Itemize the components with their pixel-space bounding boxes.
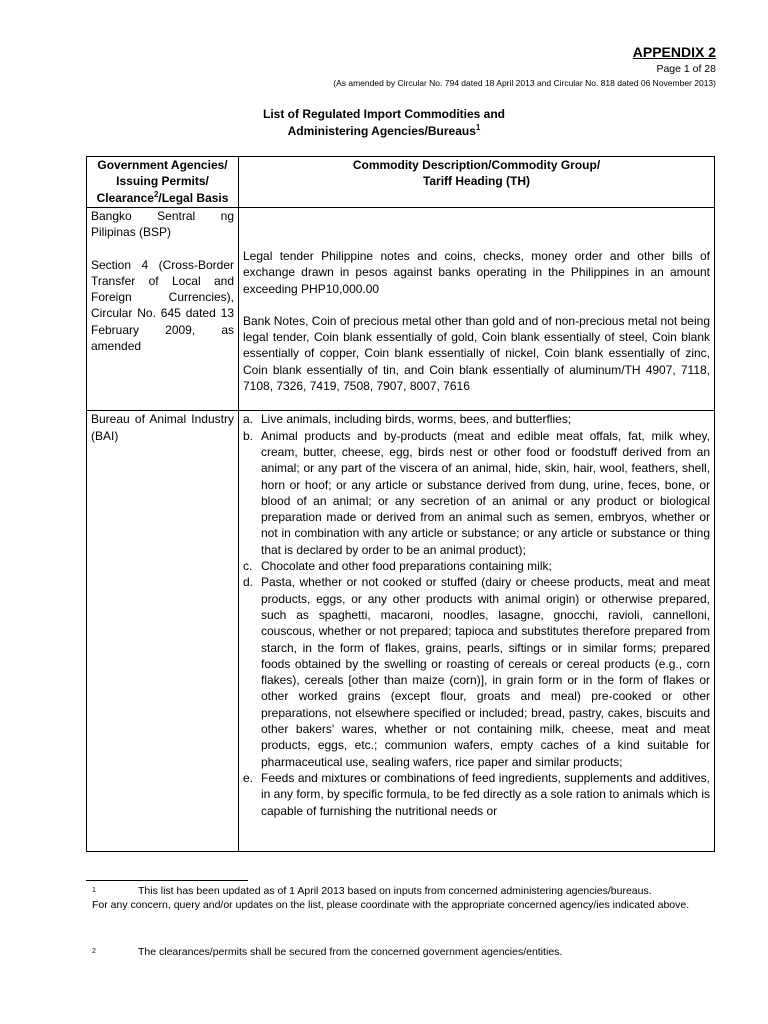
- title-line-2: [0, 123, 768, 140]
- title-line-1: List of Regulated Import Commodities and: [262, 107, 505, 121]
- list-item-letter: c.: [243, 559, 253, 574]
- list-item-text: Chocolate and other food preparations containing milk;: [261, 559, 552, 574]
- commodity-cell: [239, 208, 715, 411]
- footnote-1: [92, 884, 714, 912]
- list-item-text: Feeds and mixtures or combinations of feed ingredients, supplements and additives, in any form, by specific formula, to be fed directly as a sole ration to animals which is capable of furnishing the nutritional needs or: [261, 770, 710, 818]
- agency-cell: [87, 208, 239, 411]
- commodity-cell: [239, 411, 715, 852]
- agency-name: Bureau of Animal Industry (BAI): [91, 412, 234, 443]
- col2-header-line-2: Tariff Heading (TH): [422, 174, 531, 189]
- col1-header-footnote-ref: 2: [153, 189, 159, 199]
- table-row: [87, 411, 715, 852]
- list-item-text: Pasta, whether or not cooked or stuffed (dairy or cheese products, meat and meat products, eggs, or any other products with animal origin) or otherwise prepared, such as spaghetti, macaroni, noodles, lasagne, gnocchi, ravioli, cannelloni, couscous, whether or not prepared; tapioca and substitutes therefore prepared from starch, in the form of flakes, grains, pearls, siftings or in similar forms; prepared foods obtained by the swelling or roasting of cereals or cereal products (e.g., corn flakes), cereals [other than maize (corn)], in grain form or in the form of flakes or other worked grains (except flour, groats and meal) pre-cooked or other preparations, not elsewhere specified or included; bread, pastry, cakes, biscuits and other bakers' wares, whether or not containing milk, cheese, meat and meat products, eggs, etc.; communion wafers, empty caches of a kind suitable for pharmaceutical use, sealing wafers, rice paper and similar products;: [261, 575, 710, 769]
- amendment-note: (As amended by Circular No. 794 dated 18 April 2013 and Circular No. 818 dated 06 November 2013): [333, 78, 716, 88]
- title-line-2-text: Administering Agencies/Bureaus: [287, 124, 476, 138]
- commodity-paragraph: Bank Notes, Coin of precious metal other than gold and of non-precious metal not being legal tender, Coin blank essentially of gold, Coin blank essentially of steel, Coin blank essentially of copper, Coin blank essentially of nickel, Coin blank essentially of zinc, Coin blank essentially of tin, and Coin blank essentially of aluminum/TH 4907, 7118, 7108, 7326, 7419, 7508, 7907, 8007, 7616: [243, 313, 710, 394]
- list-item-letter: e.: [243, 770, 254, 785]
- footnote-text: This list has been updated as of 1 April 2013 based on inputs from concerned administering agencies/bureaus.: [138, 885, 652, 897]
- list-item: [243, 574, 710, 770]
- footnote-number: 1: [92, 887, 96, 894]
- appendix-label: APPENDIX 2: [632, 44, 716, 60]
- page-number: Page 1 of 28: [656, 63, 716, 75]
- footnote-2: [92, 945, 714, 959]
- agency-name: Bangko Sentral ng Pilipinas (BSP): [91, 209, 234, 240]
- col-header-commodity: [239, 157, 715, 208]
- footnote-number: 2: [92, 948, 96, 955]
- list-item-text: Live animals, including birds, worms, bees, and butterflies;: [261, 412, 572, 427]
- table-header-row: [87, 157, 715, 208]
- list-item: [243, 428, 710, 558]
- col2-header-line-1: Commodity Description/Commodity Group/: [352, 158, 601, 172]
- footnote-separator: [86, 880, 248, 881]
- list-item-letter: d.: [243, 575, 254, 590]
- agency-cell: [87, 411, 239, 852]
- list-item-text: Animal products and by-products (meat and edible meat offals, fat, milk whey, cream, butter, cheese, egg, birds nest or other food or foodstuff derived from an animal; or any part of the viscera of an animal, hide, skin, hair, wool, feathers, shell, horn or hoof; or any article or substance derived from dung, urine, feces, bone, or blood of an animal; or any secretion of an animal or any product or biological preparation made or derived from an animal such as semen, embryos, whether or not in combination with any article or substance; or any article or substance or thing that is declared by order to be an animal product);: [261, 428, 710, 557]
- col1-header-text-2: /Legal Basis: [158, 190, 229, 205]
- list-item-letter: b.: [243, 428, 254, 443]
- list-item: [243, 411, 710, 427]
- footnote-text: The clearances/permits shall be secured from the concerned government agencies/entities.: [138, 946, 563, 958]
- list-item: [243, 770, 710, 819]
- footnote-text: For any concern, query and/or updates on the list, please coordinate with the appropriate concerned agency/ies indicated above.: [92, 899, 690, 911]
- col-header-agencies: [87, 157, 239, 208]
- legal-basis: Section 4 (Cross-Border Transfer of Local and Foreign Currencies), Circular No. 645 dated 13 February 2009, as amended: [91, 257, 234, 354]
- list-item-letter: a.: [243, 412, 254, 427]
- list-item: [243, 558, 710, 574]
- commodity-list: [243, 411, 710, 851]
- commodity-paragraph: Legal tender Philippine notes and coins, checks, money order and other bills of exchange drawn in pesos against banks operating in the Philippines in an amount exceeding PHP10,000.00: [243, 249, 710, 296]
- title-footnote-ref: 1: [475, 123, 481, 132]
- commodities-table: [86, 156, 715, 852]
- table-row: [87, 208, 715, 411]
- document-title: [0, 106, 768, 140]
- col1-header-text-1: Government Agencies/ Issuing Permits/ Clearance: [96, 158, 228, 205]
